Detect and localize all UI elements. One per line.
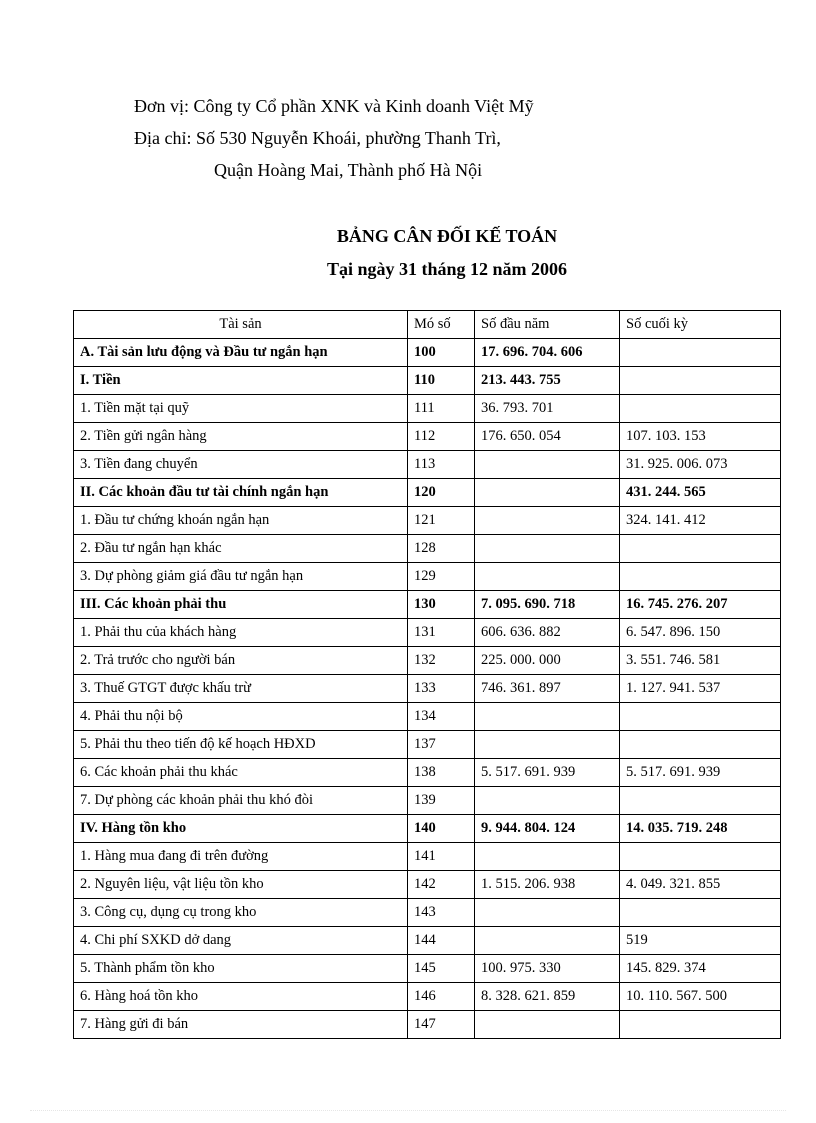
row-ending-balance (620, 843, 781, 871)
row-asset-name: II. Các khoản đầu tư tài chính ngắn hạn (74, 479, 408, 507)
row-code: 121 (408, 507, 475, 535)
row-ending-balance (620, 731, 781, 759)
column-header-ending-balance: Số cuối kỳ (620, 311, 781, 339)
row-ending-balance (620, 367, 781, 395)
row-code: 134 (408, 703, 475, 731)
table-row (74, 703, 781, 731)
row-code: 140 (408, 815, 475, 843)
row-asset-name: 2. Tiền gửi ngân hàng (74, 423, 408, 451)
document-subtitle: Tại ngày 31 tháng 12 năm 2006 (326, 259, 568, 279)
row-beginning-balance: 176. 650. 054 (475, 423, 620, 451)
company-address-continuation: Quận Hoàng Mai, Thành phố Hà Nội (214, 160, 483, 180)
row-asset-name: 7. Dự phòng các khoản phải thu khó đòi (74, 787, 408, 815)
row-asset-name: 7. Hàng gửi đi bán (74, 1011, 408, 1039)
row-ending-balance (620, 395, 781, 423)
table-row (74, 535, 781, 563)
row-beginning-balance (475, 703, 620, 731)
row-ending-balance: 31. 925. 006. 073 (620, 451, 781, 479)
row-ending-balance (620, 535, 781, 563)
row-code: 139 (408, 787, 475, 815)
column-header-beginning-balance: Số đầu năm (475, 311, 620, 339)
row-ending-balance (620, 787, 781, 815)
table-row (74, 367, 781, 395)
company-address-line: Địa chỉ: Số 530 Nguyễn Khoái, phường Thanh Trì, (134, 128, 501, 148)
balance-sheet-table (73, 310, 781, 1039)
row-beginning-balance: 100. 975. 330 (475, 955, 620, 983)
table-row (74, 871, 781, 899)
row-asset-name: 4. Phải thu nội bộ (74, 703, 408, 731)
row-ending-balance (620, 563, 781, 591)
row-beginning-balance (475, 927, 620, 955)
row-beginning-balance (475, 507, 620, 535)
row-ending-balance: 4. 049. 321. 855 (620, 871, 781, 899)
table-row (74, 339, 781, 367)
row-ending-balance: 145. 829. 374 (620, 955, 781, 983)
row-ending-balance: 10. 110. 567. 500 (620, 983, 781, 1011)
row-beginning-balance (475, 1011, 620, 1039)
row-ending-balance (620, 1011, 781, 1039)
row-ending-balance: 431. 244. 565 (620, 479, 781, 507)
row-asset-name: 2. Nguyên liệu, vật liệu tồn kho (74, 871, 408, 899)
row-asset-name: 3. Dự phòng giảm giá đầu tư ngắn hạn (74, 563, 408, 591)
row-asset-name: I. Tiền (74, 367, 408, 395)
row-asset-name: 1. Hàng mua đang đi trên đường (74, 843, 408, 871)
table-header-row (74, 311, 781, 339)
row-code: 128 (408, 535, 475, 563)
row-code: 142 (408, 871, 475, 899)
row-code: 143 (408, 899, 475, 927)
row-beginning-balance (475, 563, 620, 591)
row-beginning-balance: 225. 000. 000 (475, 647, 620, 675)
table-row (74, 647, 781, 675)
row-asset-name: III. Các khoản phải thu (74, 591, 408, 619)
row-beginning-balance: 17. 696. 704. 606 (475, 339, 620, 367)
row-asset-name: 3. Tiền đang chuyển (74, 451, 408, 479)
row-asset-name: 3. Thuế GTGT được khấu trừ (74, 675, 408, 703)
row-code: 144 (408, 927, 475, 955)
row-beginning-balance (475, 535, 620, 563)
row-ending-balance: 5. 517. 691. 939 (620, 759, 781, 787)
row-code: 130 (408, 591, 475, 619)
row-asset-name: 3. Công cụ, dụng cụ trong kho (74, 899, 408, 927)
table-body (74, 339, 781, 1039)
row-ending-balance: 107. 103. 153 (620, 423, 781, 451)
table-row (74, 619, 781, 647)
table-row (74, 899, 781, 927)
row-asset-name: 4. Chi phí SXKD dở dang (74, 927, 408, 955)
row-code: 147 (408, 1011, 475, 1039)
row-code: 111 (408, 395, 475, 423)
row-asset-name: 5. Phải thu theo tiến độ kế hoạch HĐXD (74, 731, 408, 759)
row-beginning-balance: 213. 443. 755 (475, 367, 620, 395)
column-header-code: Mó số (408, 311, 475, 339)
row-ending-balance (620, 703, 781, 731)
row-asset-name: 1. Đầu tư chứng khoán ngắn hạn (74, 507, 408, 535)
table-row (74, 983, 781, 1011)
table-row (74, 731, 781, 759)
row-beginning-balance: 746. 361. 897 (475, 675, 620, 703)
row-code: 138 (408, 759, 475, 787)
row-ending-balance: 6. 547. 896. 150 (620, 619, 781, 647)
row-beginning-balance (475, 787, 620, 815)
table-row (74, 479, 781, 507)
row-asset-name: A. Tài sản lưu động và Đầu tư ngắn hạn (74, 339, 408, 367)
row-beginning-balance: 1. 515. 206. 938 (475, 871, 620, 899)
row-code: 120 (408, 479, 475, 507)
table-row (74, 759, 781, 787)
row-asset-name: IV. Hàng tồn kho (74, 815, 408, 843)
table-row (74, 591, 781, 619)
row-code: 137 (408, 731, 475, 759)
row-asset-name: 2. Trả trước cho người bán (74, 647, 408, 675)
row-code: 129 (408, 563, 475, 591)
row-asset-name: 1. Phải thu của khách hàng (74, 619, 408, 647)
table-row (74, 1011, 781, 1039)
row-beginning-balance: 8. 328. 621. 859 (475, 983, 620, 1011)
table-row (74, 927, 781, 955)
row-beginning-balance: 606. 636. 882 (475, 619, 620, 647)
table-row (74, 955, 781, 983)
row-asset-name: 6. Hàng hoá tồn kho (74, 983, 408, 1011)
row-ending-balance: 519 (620, 927, 781, 955)
row-code: 146 (408, 983, 475, 1011)
table-row (74, 675, 781, 703)
column-header-asset: Tài sản (74, 311, 408, 339)
table-row (74, 423, 781, 451)
row-code: 132 (408, 647, 475, 675)
row-code: 113 (408, 451, 475, 479)
row-beginning-balance (475, 843, 620, 871)
row-beginning-balance (475, 479, 620, 507)
table-row (74, 815, 781, 843)
row-code: 133 (408, 675, 475, 703)
table-row (74, 843, 781, 871)
row-ending-balance (620, 339, 781, 367)
row-asset-name: 1. Tiền mặt tại quỹ (74, 395, 408, 423)
table-row (74, 451, 781, 479)
row-code: 112 (408, 423, 475, 451)
row-ending-balance: 3. 551. 746. 581 (620, 647, 781, 675)
row-beginning-balance: 9. 944. 804. 124 (475, 815, 620, 843)
table-row (74, 507, 781, 535)
row-ending-balance: 324. 141. 412 (620, 507, 781, 535)
row-beginning-balance (475, 451, 620, 479)
row-beginning-balance (475, 899, 620, 927)
page-bottom-divider (30, 1110, 786, 1111)
row-beginning-balance (475, 731, 620, 759)
row-beginning-balance: 36. 793. 701 (475, 395, 620, 423)
row-ending-balance (620, 899, 781, 927)
row-ending-balance: 1. 127. 941. 537 (620, 675, 781, 703)
table-row (74, 787, 781, 815)
row-asset-name: 2. Đầu tư ngắn hạn khác (74, 535, 408, 563)
row-asset-name: 5. Thành phẩm tồn kho (74, 955, 408, 983)
row-code: 145 (408, 955, 475, 983)
row-code: 110 (408, 367, 475, 395)
table-row (74, 395, 781, 423)
document-title: BẢNG CÂN ĐỐI KẾ TOÁN (336, 226, 558, 246)
row-asset-name: 6. Các khoản phải thu khác (74, 759, 408, 787)
company-unit-line: Đơn vị: Công ty Cổ phần XNK và Kinh doanh Việt Mỹ (134, 96, 534, 116)
row-code: 141 (408, 843, 475, 871)
row-code: 100 (408, 339, 475, 367)
row-code: 131 (408, 619, 475, 647)
row-beginning-balance: 7. 095. 690. 718 (475, 591, 620, 619)
table-row (74, 563, 781, 591)
row-beginning-balance: 5. 517. 691. 939 (475, 759, 620, 787)
row-ending-balance: 14. 035. 719. 248 (620, 815, 781, 843)
row-ending-balance: 16. 745. 276. 207 (620, 591, 781, 619)
